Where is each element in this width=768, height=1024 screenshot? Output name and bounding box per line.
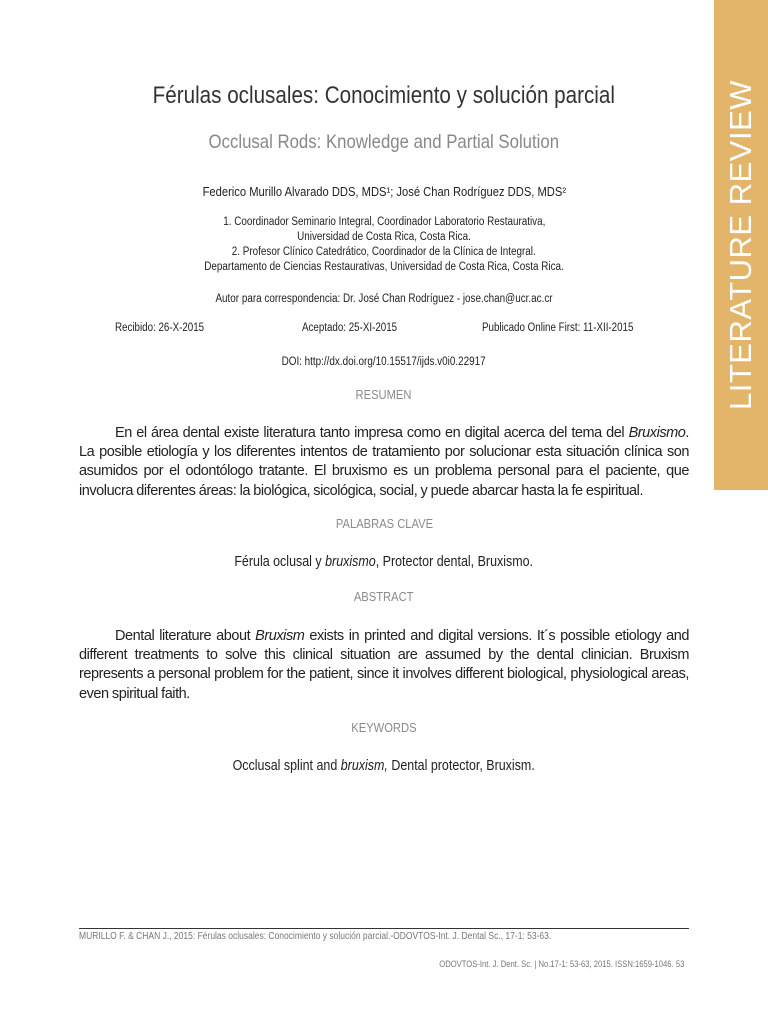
keywords-italic: bruxism, bbox=[341, 758, 389, 774]
keywords-text: Occlusal splint and bbox=[232, 758, 342, 774]
article-title-text: Férulas oclusales: Conocimiento y solución parcial bbox=[152, 82, 616, 109]
author-line bbox=[60, 184, 708, 199]
palabras-clave bbox=[60, 554, 708, 570]
resumen-paragraph bbox=[79, 424, 689, 501]
resumen-text: En el área dental existe literatura tanto impresa como en digital acerca del tema del bbox=[115, 425, 629, 441]
keywords-heading bbox=[60, 720, 708, 735]
footer-citation bbox=[79, 931, 635, 942]
correspondence bbox=[60, 293, 708, 305]
article-subtitle-text: Occlusal Rods: Knowledge and Partial Solution bbox=[208, 131, 560, 153]
accepted-date-text: Aceptado: 25-XI-2015 bbox=[302, 322, 398, 334]
abstract-heading bbox=[60, 589, 708, 604]
published-date-text: Publicado Online First: 11-XII-2015 bbox=[482, 322, 634, 334]
abstract-paragraph bbox=[79, 627, 689, 704]
resumen-italic: Bruxismo bbox=[628, 425, 686, 441]
affiliation-line: 1. Coordinador Seminario Integral, Coordinador Laboratorio Restaurativa, bbox=[222, 216, 546, 228]
resumen-heading-text: RESUMEN bbox=[356, 387, 412, 402]
keywords-rest: Dental protector, Bruxism. bbox=[388, 758, 536, 774]
palabras-clave-heading bbox=[60, 516, 708, 531]
affiliation-line: Universidad de Costa Rica, Costa Rica. bbox=[297, 231, 471, 243]
received-date bbox=[115, 322, 220, 334]
abstract-text-rest: exists in printed and digital versions. It´s possible etiology and different treatments to solve this clinical situation are assumed by the dental clinician. Bruxism represents a personal problem for the patient, since it involves different biological, physiological areas, even spiritual faith. bbox=[79, 628, 689, 702]
literature-review-tab bbox=[714, 0, 768, 490]
received-date-text: Recibido: 26-X-2015 bbox=[115, 322, 205, 334]
article-title bbox=[60, 82, 708, 110]
correspondence-text: Autor para correspondencia: Dr. José Chan Rodríguez - jose.chan@ucr.ac.cr bbox=[215, 293, 553, 305]
resumen-text-rest: . La posible etiología y los diferentes intentos de tratamiento por solucionar esta situación clínica son asumidos por el odontólogo tratante. El bruxismo es un problema personal para el paciente, que involucra diferentes áreas: la biológica, sicológica, social, y puede abarcar hasta la fe espiritual. bbox=[79, 425, 689, 499]
footer-citation-text: MURILLO F. & CHAN J., 2015: Férulas oclusales: Conocimiento y solución parcial.-ODOVTOS-Int. J. Dental Sc., 17-1: 53-63. bbox=[79, 931, 552, 942]
footer-divider bbox=[79, 928, 689, 929]
article-subtitle bbox=[60, 131, 708, 154]
keywords-heading-text: KEYWORDS bbox=[351, 720, 417, 735]
affiliation-line: Departamento de Ciencias Restaurativas, Universidad de Costa Rica, Costa Rica. bbox=[204, 261, 564, 273]
palabras-clave-rest: , Protector dental, Bruxismo. bbox=[376, 554, 534, 570]
palabras-clave-italic: bruxismo bbox=[325, 554, 377, 570]
author-line-text: Federico Murillo Alvarado DDS, MDS¹; José Chan Rodríguez DDS, MDS² bbox=[202, 184, 566, 199]
palabras-clave-text: Férula oclusal y bbox=[234, 554, 326, 570]
published-date bbox=[482, 322, 660, 334]
abstract-italic: Bruxism bbox=[255, 628, 305, 644]
affiliations bbox=[60, 215, 708, 275]
accepted-date bbox=[302, 322, 414, 334]
keywords bbox=[60, 758, 708, 774]
abstract-heading-text: ABSTRACT bbox=[354, 589, 414, 604]
footer-journal-text: ODOVTOS-Int. J. Dent. Sc. | No.17-1: 53-63, 2015. ISSN:1659-1046. 53 bbox=[438, 959, 684, 969]
resumen-heading bbox=[60, 387, 708, 402]
abstract-text: Dental literature about bbox=[115, 628, 256, 644]
palabras-clave-heading-text: PALABRAS CLAVE bbox=[335, 516, 433, 531]
doi bbox=[60, 356, 708, 368]
affiliation-line: 2. Profesor Clínico Catedrático, Coordinador de la Clínica de Integral. bbox=[231, 246, 537, 258]
footer-journal-info bbox=[396, 959, 684, 969]
doi-text: DOI: http://dx.doi.org/10.15517/ijds.v0i0.22917 bbox=[282, 356, 486, 368]
literature-review-label: LITERATURE REVIEW bbox=[723, 79, 758, 411]
